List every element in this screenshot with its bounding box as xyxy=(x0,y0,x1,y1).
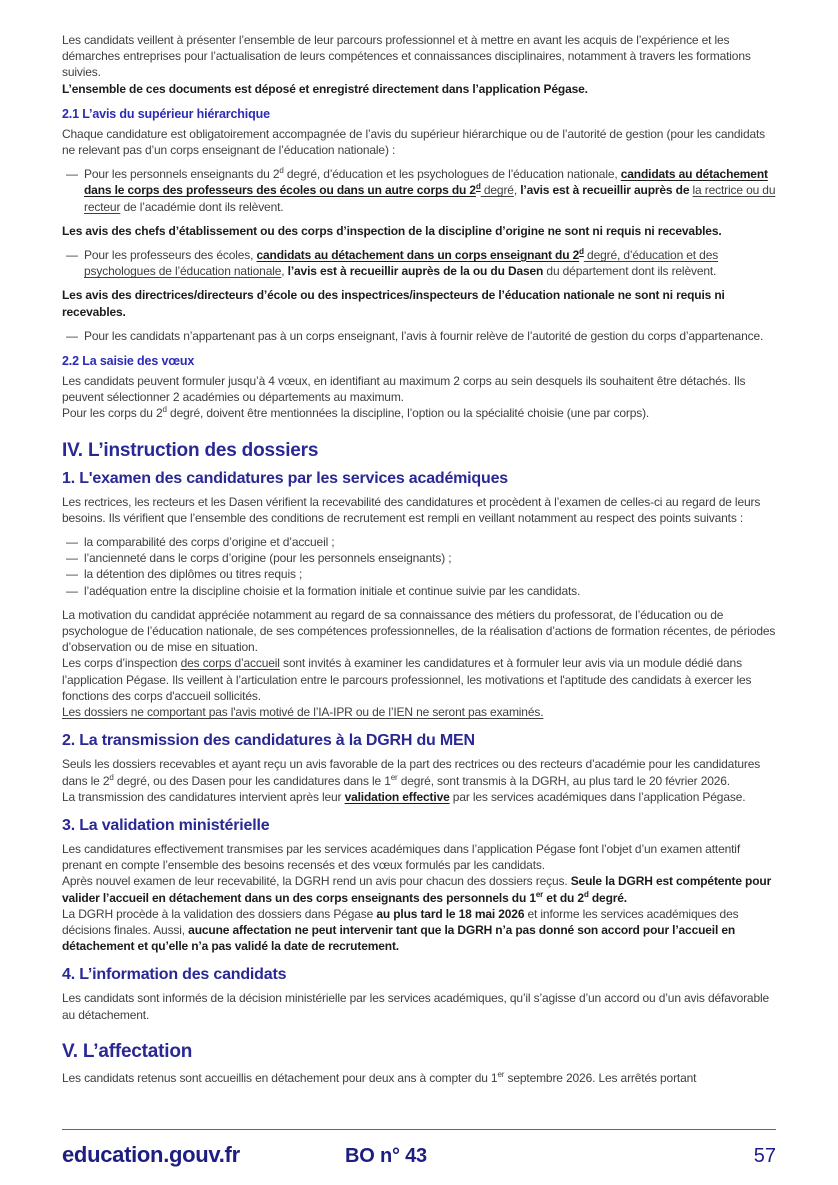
clause-heading: 2.2 La saisie des vœux xyxy=(62,354,195,369)
bullet-text: Pour les professeurs des écoles, candidats au détachement dans un corps enseignant du 2$^d$ degré, d’éducation et des psychologues de l’éducation nationale, l’avis est à recueillir auprès de la ou du Dasen du département dont ils relèvent. xyxy=(84,247,719,279)
bullet-text: l’ancienneté dans le corps d’origine (pour les personnels enseignants) ; xyxy=(84,551,452,566)
bullet-dash-icon: — xyxy=(66,535,78,550)
subsection-heading: 1. L'examen des candidatures par les services académiques xyxy=(62,469,508,487)
footer-site-name: education.gouv.fr xyxy=(62,1142,240,1167)
paragraph: Les candidats peuvent formuler jusqu’à 4 vœux, en identifiant au maximum 2 corps au sein desquels ils souhaitent être détachés. Ils peuvent sélectionner 2 académies ou départements au maximum. xyxy=(62,374,746,405)
bullet-item xyxy=(62,583,778,599)
bullet-item xyxy=(62,566,778,582)
bullet-text: la comparabilité des corps d’origine et d’accueil ; xyxy=(84,535,335,550)
paragraph: Les rectrices, les recteurs et les Dasen vérifient la recevabilité des candidatures et procèdent à l’examen de celles-ci au regard de leurs besoins. Ils vérifient que l’ensemble des conditions de recrutement est rempli en veillant notamment au respect des points suivants : xyxy=(62,494,761,525)
bullet-text: Pour les candidats n’appartenant pas à un corps enseignant, l’avis à fournir relève de l’autorité de gestion du corps d’appartenance. xyxy=(84,328,764,343)
bullet-text: l’adéquation entre la discipline choisie et la formation initiale et continue suivie par les candidats. xyxy=(84,583,581,598)
subsection-heading: 3. La validation ministérielle xyxy=(62,816,270,834)
bullet-item xyxy=(62,534,778,550)
bullet-dash-icon: — xyxy=(66,583,78,598)
bullet-item xyxy=(62,550,778,566)
bullet-text: la détention des diplômes ou titres requis ; xyxy=(84,567,303,582)
paragraph: Chaque candidature est obligatoirement accompagnée de l’avis du supérieur hiérarchique ou de l’autorité de gestion (pour les candidats ne relevant pas d’un corps enseignant de l’éducation nationale) : xyxy=(62,126,766,158)
document-content xyxy=(62,32,778,1086)
paragraph: La motivation du candidat appréciée notamment au regard de sa connaissance des métiers du professorat, de l’éducation ou de psychologue de l’éducation nationale, de ses compétences professionnelles, de la réalisation d’actions de formation récentes, de périodes d’observation ou de mise en situation. xyxy=(62,607,776,655)
bullet-text: Pour les personnels enseignants du 2$^d$ degré, d’éducation et les psychologues de l’éducation nationale, candidats au détachement dans le corps des professeurs des écoles ou dans un autre corps du 2$^d$ degré, l’avis est à recueillir auprès de la rectrice ou du recteur de l’académie dont ils relèvent. xyxy=(84,166,776,214)
paragraph: Les candidatures effectivement transmises par les services académiques dans l’application Pégase font l’objet d’un examen attentif prenant en compte l’ensemble des besoins recensés et des vœux formulés par les candidats. xyxy=(62,841,741,873)
paragraph: La transmission des candidatures intervient après leur validation effective par les services académiques dans l’application Pégase. xyxy=(62,789,746,804)
bullet-item xyxy=(62,328,778,344)
bullet-item xyxy=(62,166,778,215)
paragraph: Seuls les dossiers recevables et ayant reçu un avis favorable de la part des rectrices ou des recteurs d’académie pour les candidatures dans le 2$^d$ degré, ou des Dasen pour les candidatures dans le 1er degré, sont transmis à la DGRH, au plus tard le 20 février 2026. xyxy=(62,757,761,788)
section-heading: V. L’affectation xyxy=(62,1040,193,1062)
paragraph: Les candidats sont informés de la décision ministérielle par les services académiques, qu’il s’agisse d’un accord ou d’un avis défavorable au détachement. xyxy=(62,991,770,1022)
paragraph: Après nouvel examen de leur recevabilité, la DGRH rend un avis pour chacun des dossiers reçus. Seule la DGRH est compétente pour valider l’accueil en détachement dans un des corps enseignants des personnels du 1er et du 2$^d$ degré. xyxy=(62,874,772,905)
subsection-heading: 4. L’information des candidats xyxy=(62,966,287,984)
bullet-dash-icon: — xyxy=(66,551,78,566)
section-heading: IV. L’instruction des dossiers xyxy=(62,439,319,461)
paragraph: Les dossiers ne comportant pas l'avis motivé de l’IA-IPR ou de l’IEN ne seront pas examinés. xyxy=(62,705,544,720)
paragraph: Les candidats veillent à présenter l’ensemble de leur parcours professionnel et à mettre en avant les acquis de l’expérience et les démarches entreprises pour l’actualisation de leurs compétences et connaissances disciplinaires, notamment à travers les formations suivies. xyxy=(62,33,751,80)
bullet-item xyxy=(62,247,778,279)
footer-bulletin-number: BO n° 43 xyxy=(345,1145,427,1167)
paragraph: Les avis des chefs d’établissement ou des corps d’inspection de la discipline d’origine ne sont ni requis ni recevables. xyxy=(62,223,722,238)
paragraph: Les corps d’inspection des corps d’accueil sont invités à examiner les candidatures et à formuler leur avis via un module dédié dans l’application Pégase. Ils veillent à l’articulation entre le parcours professionnel, les motivations et l'aptitude des candidats à exercer les fonctions des corps d'accueil sollicités. xyxy=(62,656,752,703)
footer-page-number: 57 xyxy=(753,1145,776,1167)
paragraph: Pour les corps du 2$^d$ degré, doivent être mentionnées la discipline, l’option ou la spécialité choisie (une par corps). xyxy=(62,405,650,421)
bullet-dash-icon: — xyxy=(66,328,78,343)
bullet-dash-icon: — xyxy=(66,567,78,582)
clause-heading: 2.1 L’avis du supérieur hiérarchique xyxy=(62,106,270,121)
bullet-dash-icon: — xyxy=(66,167,78,182)
paragraph: Les candidats retenus sont accueillis en détachement pour deux ans à compter du 1er septembre 2026. Les arrêtés portant xyxy=(62,1069,697,1085)
paragraph: L’ensemble de ces documents est déposé et enregistré directement dans l’application Pégase. xyxy=(62,81,588,96)
page-footer xyxy=(62,1129,776,1168)
paragraph: La DGRH procède à la validation des dossiers dans Pégase au plus tard le 18 mai 2026 et informe les services académiques des décisions finales. Aussi, aucune affectation ne peut intervenir tant que la DGRH n’a pas donné son accord pour l’accueil en détachement et qu’elle n’a pas validé la date de recrutement. xyxy=(62,906,739,954)
paragraph: Les avis des directrices/directeurs d’école ou des inspectrices/inspecteurs de l’éducation nationale ne sont ni requis ni recevables. xyxy=(62,288,725,319)
bullet-dash-icon: — xyxy=(66,248,78,263)
subsection-heading: 2. La transmission des candidatures à la DGRH du MEN xyxy=(62,732,475,750)
